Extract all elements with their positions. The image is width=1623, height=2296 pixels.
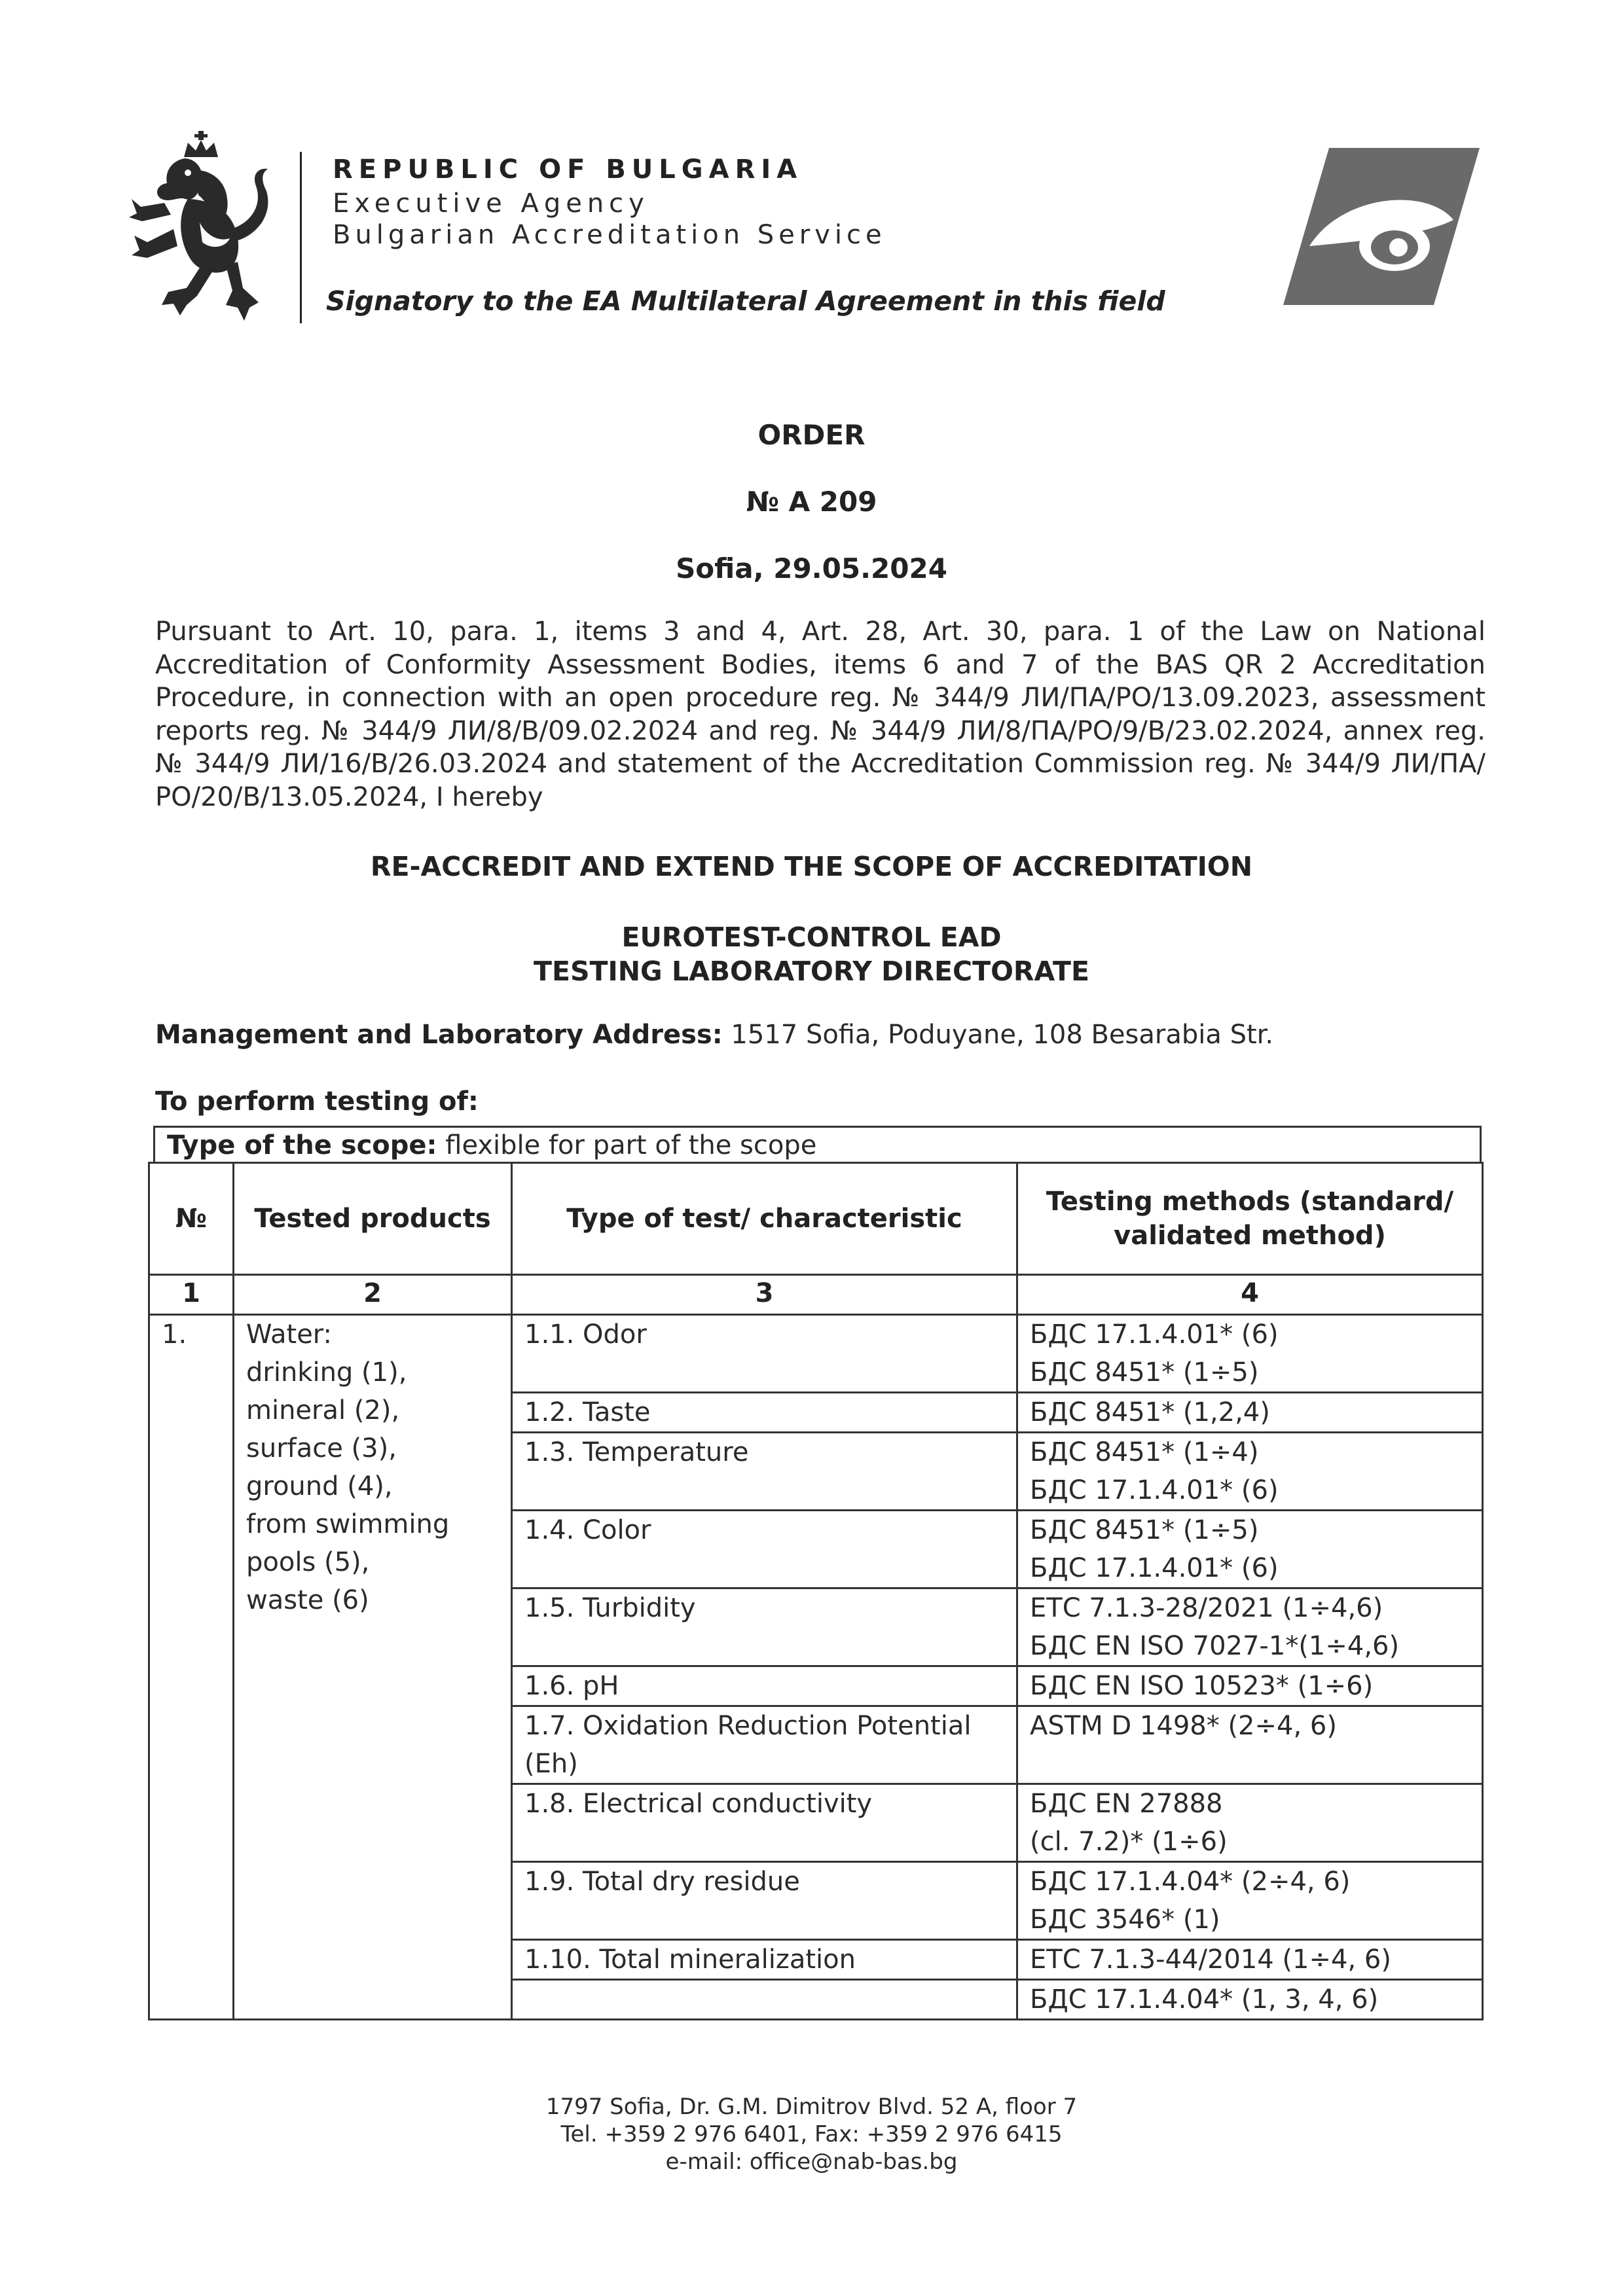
method-line: БДС 17.1.4.01* (6) <box>1030 1475 1279 1505</box>
testing-methods <box>1017 1784 1483 1862</box>
pursuant-paragraph: Pursuant to Art. 10, para. 1, items 3 and 4, Art. 28, Art. 30, para. 1 of the Law on National Accreditation of Conformity Assessment Bodies, items 6 and 7 of the BAS QR 2 Accreditation Procedure, in connection with an open procedure reg. № 344/9 ЛИ/ПА/РО/13.09.2023, assessment reports reg. № 344/9 ЛИ/8/В/09.02.2024 and reg. № 344/9 ЛИ/8/ПА/РО/9/В/23.02.2024, annex reg. № 344/9 ЛИ/16/В/26.03.2024 and statement of the Accreditation Commission reg. № 344/9 ЛИ/ПА/РО/20/В/13.05.2024, I hereby <box>155 617 1486 812</box>
product-line: from swimming <box>246 1509 450 1539</box>
test-characteristic: 1.2. Taste <box>512 1393 1017 1433</box>
testing-methods <box>1017 1393 1483 1433</box>
header-products: Tested products <box>234 1163 512 1275</box>
method-line: БДС 8451* (1÷5) <box>1030 1357 1259 1388</box>
product-line: pools (5), <box>246 1547 370 1577</box>
test-characteristic: 1.5. Turbidity <box>512 1588 1017 1666</box>
test-characteristic <box>512 1980 1017 2020</box>
test-characteristic: 1.6. pH <box>512 1666 1017 1706</box>
method-line: БДС 17.1.4.01* (6) <box>1030 1553 1279 1583</box>
tested-products-cell <box>234 1315 512 2020</box>
col-number: 4 <box>1017 1275 1483 1315</box>
footer <box>0 2093 1623 2176</box>
header-divider <box>300 152 302 323</box>
bas-logo-icon <box>1283 148 1480 305</box>
testing-methods <box>1017 1666 1483 1706</box>
testing-methods <box>1017 1511 1483 1588</box>
product-line: ground (4), <box>246 1471 393 1501</box>
bulgaria-coat-of-arms-icon <box>128 131 285 334</box>
testing-methods <box>1017 1980 1483 2020</box>
company-name: EUROTEST-CONTROL EAD <box>621 922 1002 953</box>
method-line: БДС 17.1.4.01* (6) <box>1030 1319 1279 1350</box>
col-number: 1 <box>149 1275 234 1315</box>
method-line: (cl. 7.2)* (1÷6) <box>1030 1827 1228 1857</box>
col-number: 2 <box>234 1275 512 1315</box>
test-characteristic: 1.1. Odor <box>512 1315 1017 1393</box>
header-service: Bulgarian Accreditation Service <box>333 220 886 250</box>
scope-type-value: flexible for part of the scope <box>437 1130 817 1160</box>
product-line: Water: <box>246 1319 333 1350</box>
product-line: drinking (1), <box>246 1357 407 1388</box>
product-line: surface (3), <box>246 1433 397 1463</box>
testing-methods <box>1017 1940 1483 1980</box>
header-methods: Testing methods (standard/ validated method) <box>1017 1163 1483 1275</box>
perform-label: To perform testing of: <box>155 1086 479 1117</box>
footer-address: 1797 Sofia, Dr. G.M. Dimitrov Blvd. 52 A, floor 7 <box>545 2094 1078 2120</box>
test-characteristic: 1.7. Oxidation Reduction Potential (Eh) <box>512 1706 1017 1784</box>
header-no: № <box>149 1163 234 1275</box>
header-country: REPUBLIC OF BULGARIA <box>333 154 803 185</box>
address-line <box>155 1020 1273 1050</box>
testing-methods <box>1017 1588 1483 1666</box>
method-line: БДС 8451* (1,2,4) <box>1030 1397 1270 1427</box>
scope-table <box>148 1162 1484 2020</box>
scope-type-label: Type of the scope: <box>167 1130 437 1160</box>
order-number: № A 209 <box>746 486 877 518</box>
method-line: БДС EN ISO 7027-1*(1÷4,6) <box>1030 1631 1400 1661</box>
method-line: ЕТС 7.1.3-44/2014 (1÷4, 6) <box>1030 1945 1391 1975</box>
scope-type-bar <box>153 1126 1482 1164</box>
test-characteristic: 1.9. Total dry residue <box>512 1862 1017 1940</box>
address-value: 1517 Sofia, Poduyane, 108 Besarabia Str. <box>722 1020 1274 1050</box>
scope-body <box>149 1315 1483 2020</box>
header-agency: Executive Agency <box>333 188 649 219</box>
testing-methods <box>1017 1433 1483 1511</box>
table-header-row <box>149 1163 1483 1275</box>
method-line: ASTM D 1498* (2÷4, 6) <box>1030 1711 1337 1741</box>
col-number: 3 <box>512 1275 1017 1315</box>
method-line: БДС 3546* (1) <box>1030 1905 1220 1935</box>
method-line: БДС 17.1.4.04* (1, 3, 4, 6) <box>1030 1984 1379 2015</box>
footer-phone: Tel. +359 2 976 6401, Fax: +359 2 976 6415 <box>560 2121 1063 2147</box>
test-characteristic: 1.3. Temperature <box>512 1433 1017 1511</box>
test-characteristic: 1.4. Color <box>512 1511 1017 1588</box>
method-line: ЕТС 7.1.3-28/2021 (1÷4,6) <box>1030 1593 1383 1623</box>
table-row <box>149 1315 1483 1393</box>
order-title: ORDER <box>757 419 866 451</box>
item-number: 1. <box>149 1315 234 2020</box>
method-line: БДС EN 27888 <box>1030 1789 1223 1819</box>
testing-methods <box>1017 1315 1483 1393</box>
testing-methods <box>1017 1862 1483 1940</box>
header-signatory: Signatory to the EA Multilateral Agreement in this field <box>326 285 1165 317</box>
product-line: mineral (2), <box>246 1395 400 1426</box>
order-place-date: Sofia, 29.05.2024 <box>676 552 947 584</box>
method-line: БДС 8451* (1÷4) <box>1030 1437 1259 1467</box>
decision-heading: RE-ACCREDIT AND EXTEND THE SCOPE OF ACCREDITATION <box>370 851 1253 882</box>
column-number-row <box>149 1275 1483 1315</box>
test-characteristic: 1.8. Electrical conductivity <box>512 1784 1017 1862</box>
test-characteristic: 1.10. Total mineralization <box>512 1940 1017 1980</box>
method-line: БДС 17.1.4.04* (2÷4, 6) <box>1030 1867 1351 1897</box>
company-unit: TESTING LABORATORY DIRECTORATE <box>533 956 1090 987</box>
footer-email: e-mail: office@nab-bas.bg <box>665 2149 958 2175</box>
method-line: БДС 8451* (1÷5) <box>1030 1515 1259 1545</box>
testing-methods <box>1017 1706 1483 1784</box>
method-line: БДС EN ISO 10523* (1÷6) <box>1030 1671 1374 1701</box>
product-line: waste (6) <box>246 1585 369 1615</box>
address-label: Management and Laboratory Address: <box>155 1020 723 1050</box>
header-test: Type of test/ characteristic <box>512 1163 1017 1275</box>
